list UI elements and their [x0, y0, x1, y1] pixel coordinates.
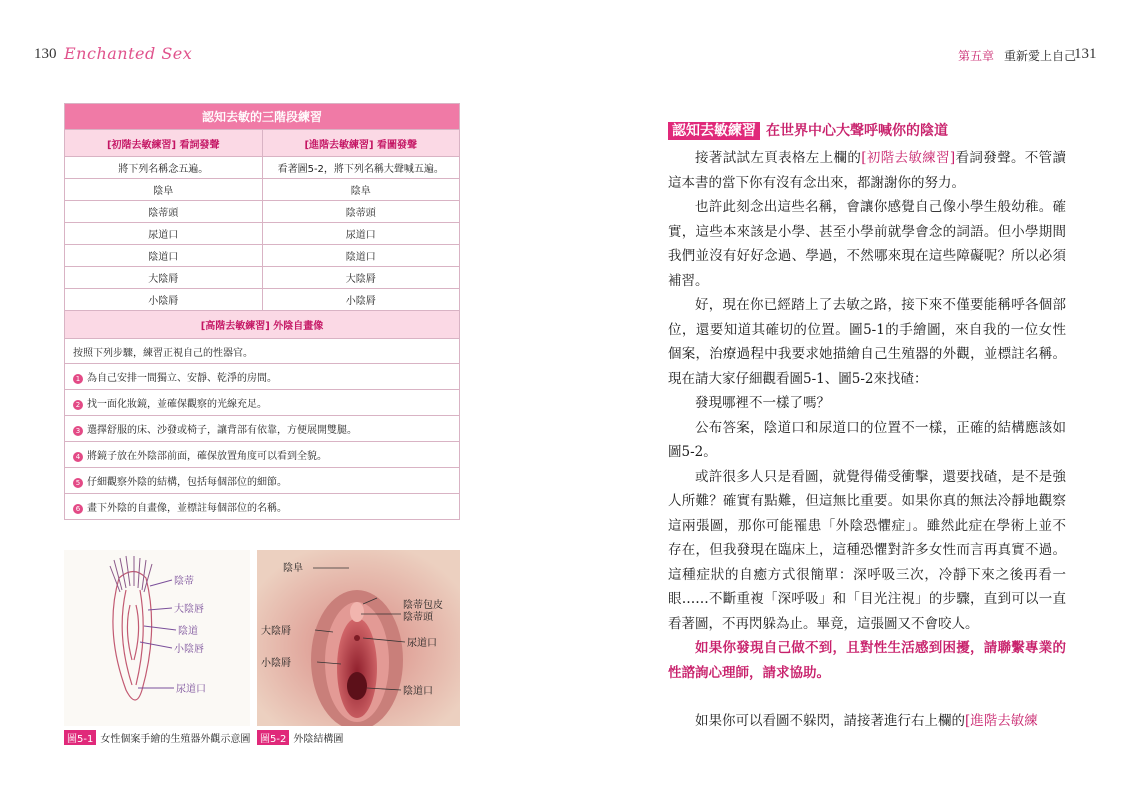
right-page-number: 131: [1074, 46, 1097, 62]
table-cell: 陰道口: [262, 245, 460, 267]
step-row: [65, 390, 460, 416]
paragraph: 公布答案，陰道口和尿道口的位置不一樣，正確的結構應該如圖5-2。: [668, 419, 1066, 460]
advanced-intro: 按照下列步驟，練習正視自己的性器官。: [65, 339, 460, 364]
advanced-header: [高階去敏練習] 外陰自畫像: [65, 311, 460, 339]
hand-label: 陰道: [178, 626, 198, 637]
table-row: [65, 201, 460, 223]
table-cell: 尿道口: [65, 223, 263, 245]
highlight-paragraph: 如果你發現自己做不到，且對性生活感到困擾，請聯繫專業的性諮詢心理師，請求協助。: [668, 640, 1066, 681]
paragraph-text: 如果你可以看圖不躲閃，請接著進行右上欄的: [695, 713, 965, 729]
section-title: 在世界中心大聲呼喊你的陰道: [766, 123, 948, 139]
desensitization-table: [64, 103, 460, 520]
step-row: [65, 468, 460, 494]
table-cell: 大陰脣: [262, 267, 460, 289]
table-row: [65, 267, 460, 289]
paragraph: [668, 146, 1066, 195]
label-labia-minora: 小陰脣: [261, 658, 291, 669]
highlight-term: [進階去敏練: [965, 713, 1038, 729]
table-cell: 陰阜: [262, 179, 460, 201]
figure2-caption: [257, 730, 343, 745]
section-heading: [668, 120, 948, 140]
step-text: 仔細觀察外陰的結構，包括每個部位的細節。: [87, 477, 287, 488]
table-cell: 陰阜: [65, 179, 263, 201]
chapter-title: 重新愛上自己: [1004, 49, 1077, 63]
step-row: [65, 416, 460, 442]
step-row: [65, 442, 460, 468]
col1-header: [初階去敏練習] 看詞發聲: [65, 130, 263, 157]
label-mons: 陰阜: [283, 563, 303, 574]
step-number-icon: 1: [73, 374, 83, 384]
col2-header: [進階去敏練習] 看圖發聲: [262, 130, 460, 157]
figure2-caption-text: 外陰結構圖: [293, 734, 344, 745]
hand-drawing-figure: [64, 550, 250, 726]
label-vagina: 陰道口: [403, 686, 433, 697]
figure1-tag: 圖5-1: [64, 730, 96, 745]
paragraph: 或許很多人只是看圖，就覺得備受衝擊，還要找碴，是不是強人所難？確實有點難，但這無比重要。如果你真的無法冷靜地觀察這兩張圖，那你可能罹患「外陰恐懼症」。雖然此症在學術上並不存在，但我發現在臨床上，這種恐懼對許多女性而言再真實不過。這種症狀的自癒方式很簡單：深呼吸三次，冷靜下來之後再看一眼……不斷重複「深呼吸」和「目光注視」的步驟，直到可以一直看著圖，不再閃躲為止。畢竟，這張圖又不會咬人。: [668, 468, 1066, 632]
table-cell: 陰蒂頭: [65, 201, 263, 223]
hand-label: 大陰唇: [174, 604, 204, 615]
col2-instruction: 看著圖5-2，將下列名稱大聲喊五遍。: [262, 157, 460, 179]
hand-label: 陰蒂: [174, 576, 194, 587]
table-title: 認知去敏的三階段練習: [65, 104, 460, 130]
label-clitoris: 陰蒂頭: [403, 612, 433, 623]
step-text: 為自己安排一間獨立、安靜、乾淨的房間。: [87, 373, 277, 384]
step-number-icon: 6: [73, 504, 83, 514]
col1-instruction: 將下列名稱念五遍。: [65, 157, 263, 179]
table-row: [65, 223, 460, 245]
step-number-icon: 2: [73, 400, 83, 410]
step-text: 找一面化妝鏡，並確保觀察的光線充足。: [87, 399, 267, 410]
hand-label: 小陰唇: [174, 644, 204, 655]
table-row: [65, 289, 460, 311]
table-cell: 小陰脣: [65, 289, 263, 311]
label-labia-majora: 大陰脣: [261, 626, 291, 637]
step-number-icon: 5: [73, 478, 83, 488]
step-text: 選擇舒服的床、沙發或椅子，讓背部有依靠，方便展開雙腿。: [87, 425, 357, 436]
table-cell: 陰道口: [65, 245, 263, 267]
paragraph: [668, 709, 1066, 734]
paragraph-text: 接著試試左頁表格左上欄的: [695, 150, 862, 166]
anatomy-figure: [257, 550, 460, 726]
step-number-icon: 3: [73, 426, 83, 436]
chapter-label: 第五章: [958, 49, 995, 63]
table-cell: 小陰脣: [262, 289, 460, 311]
paragraph-text: 看詞發聲。不管讀這本書的當下你有沒有念出來，都謝謝你的努力。: [668, 150, 1066, 191]
left-page-number: 130: [34, 46, 57, 62]
figure2-tag: 圖5-2: [257, 730, 289, 745]
paragraph: 也許此刻念出這些名稱，會讓你感覺自己像小學生般幼稚。確實，這些本來該是小學、甚至小學前就學會念的詞語。但小學期間我們並沒有好好念過、學過，不然哪來現在這些障礙呢？所以必須補習。: [668, 199, 1066, 289]
hand-label: 尿道口: [176, 684, 206, 695]
paragraph: 發現哪裡不一樣了嗎？: [695, 395, 830, 411]
table-row: [65, 179, 460, 201]
section-tag: 認知去敏練習: [668, 122, 760, 140]
label-urethra: 尿道口: [407, 638, 437, 649]
step-row: [65, 364, 460, 390]
anatomy-illustration: [257, 550, 460, 726]
brand-logo: Enchanted Sex: [64, 44, 193, 63]
figure1-caption-text: 女性個案手繪的生殖器外觀示意圖: [100, 734, 251, 745]
table-cell: 大陰脣: [65, 267, 263, 289]
highlight-term: [初階去敏練習]: [861, 150, 956, 166]
step-row: [65, 494, 460, 520]
table-cell: 尿道口: [262, 223, 460, 245]
label-clitoral-hood: 陰蒂包皮: [403, 600, 443, 611]
step-text: 畫下外陰的自畫像，並標註每個部位的名稱。: [87, 503, 287, 514]
figure1-caption: [64, 730, 250, 745]
paragraph: 好，現在你已經踏上了去敏之路，接下來不僅要能稱呼各個部位，還要知道其確切的位置。圖5-1的手繪圖，來自我的一位女性個案，治療過程中我要求她描繪自己生殖器的外觀，並標註名稱。現在請大家仔細觀看圖5-1、圖5-2來找碴：: [668, 297, 1066, 387]
article-body: [668, 146, 1066, 734]
hand-drawing-illustration: [64, 550, 250, 726]
table-row: [65, 245, 460, 267]
step-text: 將鏡子放在外陰部前面，確保放置角度可以看到全貌。: [87, 451, 327, 462]
table-cell: 陰蒂頭: [262, 201, 460, 223]
step-number-icon: 4: [73, 452, 83, 462]
